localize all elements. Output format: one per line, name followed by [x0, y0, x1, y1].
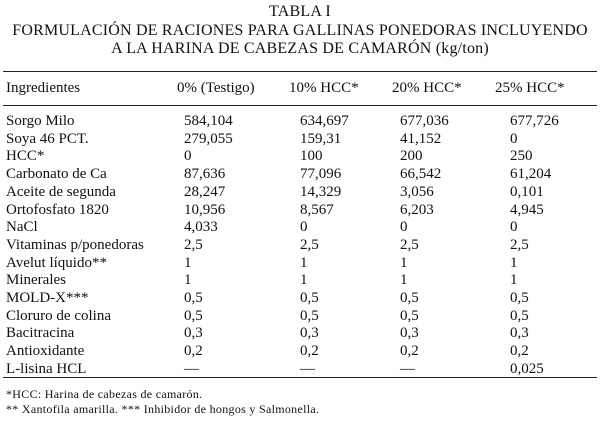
- value-testigo: —: [184, 360, 199, 377]
- value-10-hcc: 0,3: [300, 325, 319, 342]
- value-testigo: 1: [184, 272, 192, 289]
- value-testigo: 10,956: [184, 201, 226, 218]
- header-20-hcc: 20% HCC*: [392, 80, 462, 96]
- ingredient-name: Aceite de segunda: [6, 183, 116, 200]
- ingredient-name: Ortofosfato 1820: [6, 201, 109, 218]
- value-10-hcc: 1: [300, 272, 308, 289]
- value-25-hcc: 0,3: [510, 325, 529, 342]
- value-20-hcc: 0,2: [400, 343, 419, 360]
- value-25-hcc: 677,726: [510, 113, 559, 129]
- value-25-hcc: 0,5: [510, 290, 529, 306]
- value-testigo: 2,5: [184, 236, 203, 253]
- ingredient-name: NaCl: [6, 219, 38, 236]
- ingredient-name: Sorgo Milo: [6, 113, 75, 129]
- top-rule: [3, 71, 597, 72]
- value-20-hcc: —: [400, 360, 415, 377]
- value-25-hcc: 0,101: [510, 183, 544, 200]
- value-testigo: 279,055: [184, 130, 233, 147]
- value-20-hcc: 200: [400, 148, 423, 165]
- value-10-hcc: 0,2: [300, 343, 319, 360]
- ingredient-name: Minerales: [6, 272, 66, 289]
- header-ingredientes: Ingredientes: [6, 80, 81, 96]
- value-20-hcc: 0,5: [400, 307, 419, 324]
- value-10-hcc: 2,5: [300, 236, 319, 253]
- value-testigo: 0: [184, 148, 192, 165]
- value-testigo: 0,5: [184, 290, 203, 306]
- value-10-hcc: 0,5: [300, 307, 319, 324]
- ingredient-name: Carbonato de Ca: [6, 166, 107, 183]
- header-testigo: 0% (Testigo): [177, 80, 255, 96]
- ingredient-name: Soya 46 PCT.: [6, 130, 89, 147]
- ingredient-name: Avelut líquido**: [6, 254, 107, 271]
- value-25-hcc: 0,2: [510, 343, 529, 360]
- value-25-hcc: 1: [510, 272, 518, 289]
- value-25-hcc: 0: [510, 130, 518, 147]
- value-25-hcc: 0: [510, 219, 518, 236]
- header-rule: [3, 105, 597, 106]
- table-number: TABLA I: [269, 3, 331, 20]
- value-10-hcc: 100: [300, 148, 323, 165]
- value-20-hcc: 1: [400, 254, 408, 271]
- table-title-line-1: FORMULACIÓN DE RACIONES PARA GALLINAS PONEDORAS INCLUYENDO: [12, 22, 588, 39]
- ingredient-name: Cloruro de colina: [6, 307, 111, 324]
- value-25-hcc: 1: [510, 254, 518, 271]
- value-25-hcc: 0,025: [510, 360, 544, 377]
- value-20-hcc: 6,203: [400, 201, 434, 218]
- table-title-line-2: A LA HARINA DE CABEZAS DE CAMARÓN (kg/ton): [111, 40, 489, 57]
- value-25-hcc: 2,5: [510, 236, 529, 253]
- value-10-hcc: 77,096: [300, 166, 342, 183]
- value-20-hcc: 1: [400, 272, 408, 289]
- value-10-hcc: 8,567: [300, 201, 334, 218]
- value-testigo: 87,636: [184, 166, 226, 183]
- ingredient-name: MOLD-X***: [6, 290, 89, 306]
- value-20-hcc: 2,5: [400, 236, 419, 253]
- value-25-hcc: 250: [510, 148, 533, 165]
- value-25-hcc: 61,204: [510, 166, 552, 183]
- value-testigo: 0,3: [184, 325, 203, 342]
- value-testigo: 0,5: [184, 307, 203, 324]
- value-testigo: 1: [184, 254, 192, 271]
- value-10-hcc: 0,5: [300, 290, 319, 306]
- bottom-rule: [3, 377, 597, 378]
- footnote-xantofila: ** Xantofila amarilla. *** Inhibidor de hongos y Salmonella.: [6, 402, 320, 416]
- value-20-hcc: 677,036: [400, 113, 449, 129]
- value-20-hcc: 0,5: [400, 290, 419, 306]
- header-10-hcc: 10% HCC*: [289, 80, 359, 96]
- header-25-hcc: 25% HCC*: [495, 80, 565, 96]
- footnote-hcc: *HCC: Harina de cabezas de camarón.: [6, 387, 203, 401]
- value-20-hcc: 0,3: [400, 325, 419, 342]
- value-20-hcc: 3,056: [400, 183, 434, 200]
- value-25-hcc: 4,945: [510, 201, 544, 218]
- value-testigo: 0,2: [184, 343, 203, 360]
- value-20-hcc: 41,152: [400, 130, 442, 147]
- value-testigo: 584,104: [184, 113, 233, 129]
- ingredient-name: Antioxidante: [6, 343, 85, 360]
- value-25-hcc: 0,5: [510, 307, 529, 324]
- value-20-hcc: 0: [400, 219, 408, 236]
- ingredient-name: Vitaminas p/ponedoras: [6, 236, 144, 253]
- value-testigo: 4,033: [184, 219, 218, 236]
- ingredient-name: HCC*: [6, 148, 45, 165]
- ingredient-name: L-lisina HCL: [6, 360, 87, 377]
- value-20-hcc: 66,542: [400, 166, 442, 183]
- value-10-hcc: 14,329: [300, 183, 342, 200]
- value-10-hcc: 634,697: [300, 113, 349, 129]
- value-10-hcc: 0: [300, 219, 308, 236]
- value-10-hcc: —: [300, 360, 315, 377]
- value-10-hcc: 1: [300, 254, 308, 271]
- ingredient-name: Bacitracina: [6, 325, 75, 342]
- value-10-hcc: 159,31: [300, 130, 342, 147]
- value-testigo: 28,247: [184, 183, 226, 200]
